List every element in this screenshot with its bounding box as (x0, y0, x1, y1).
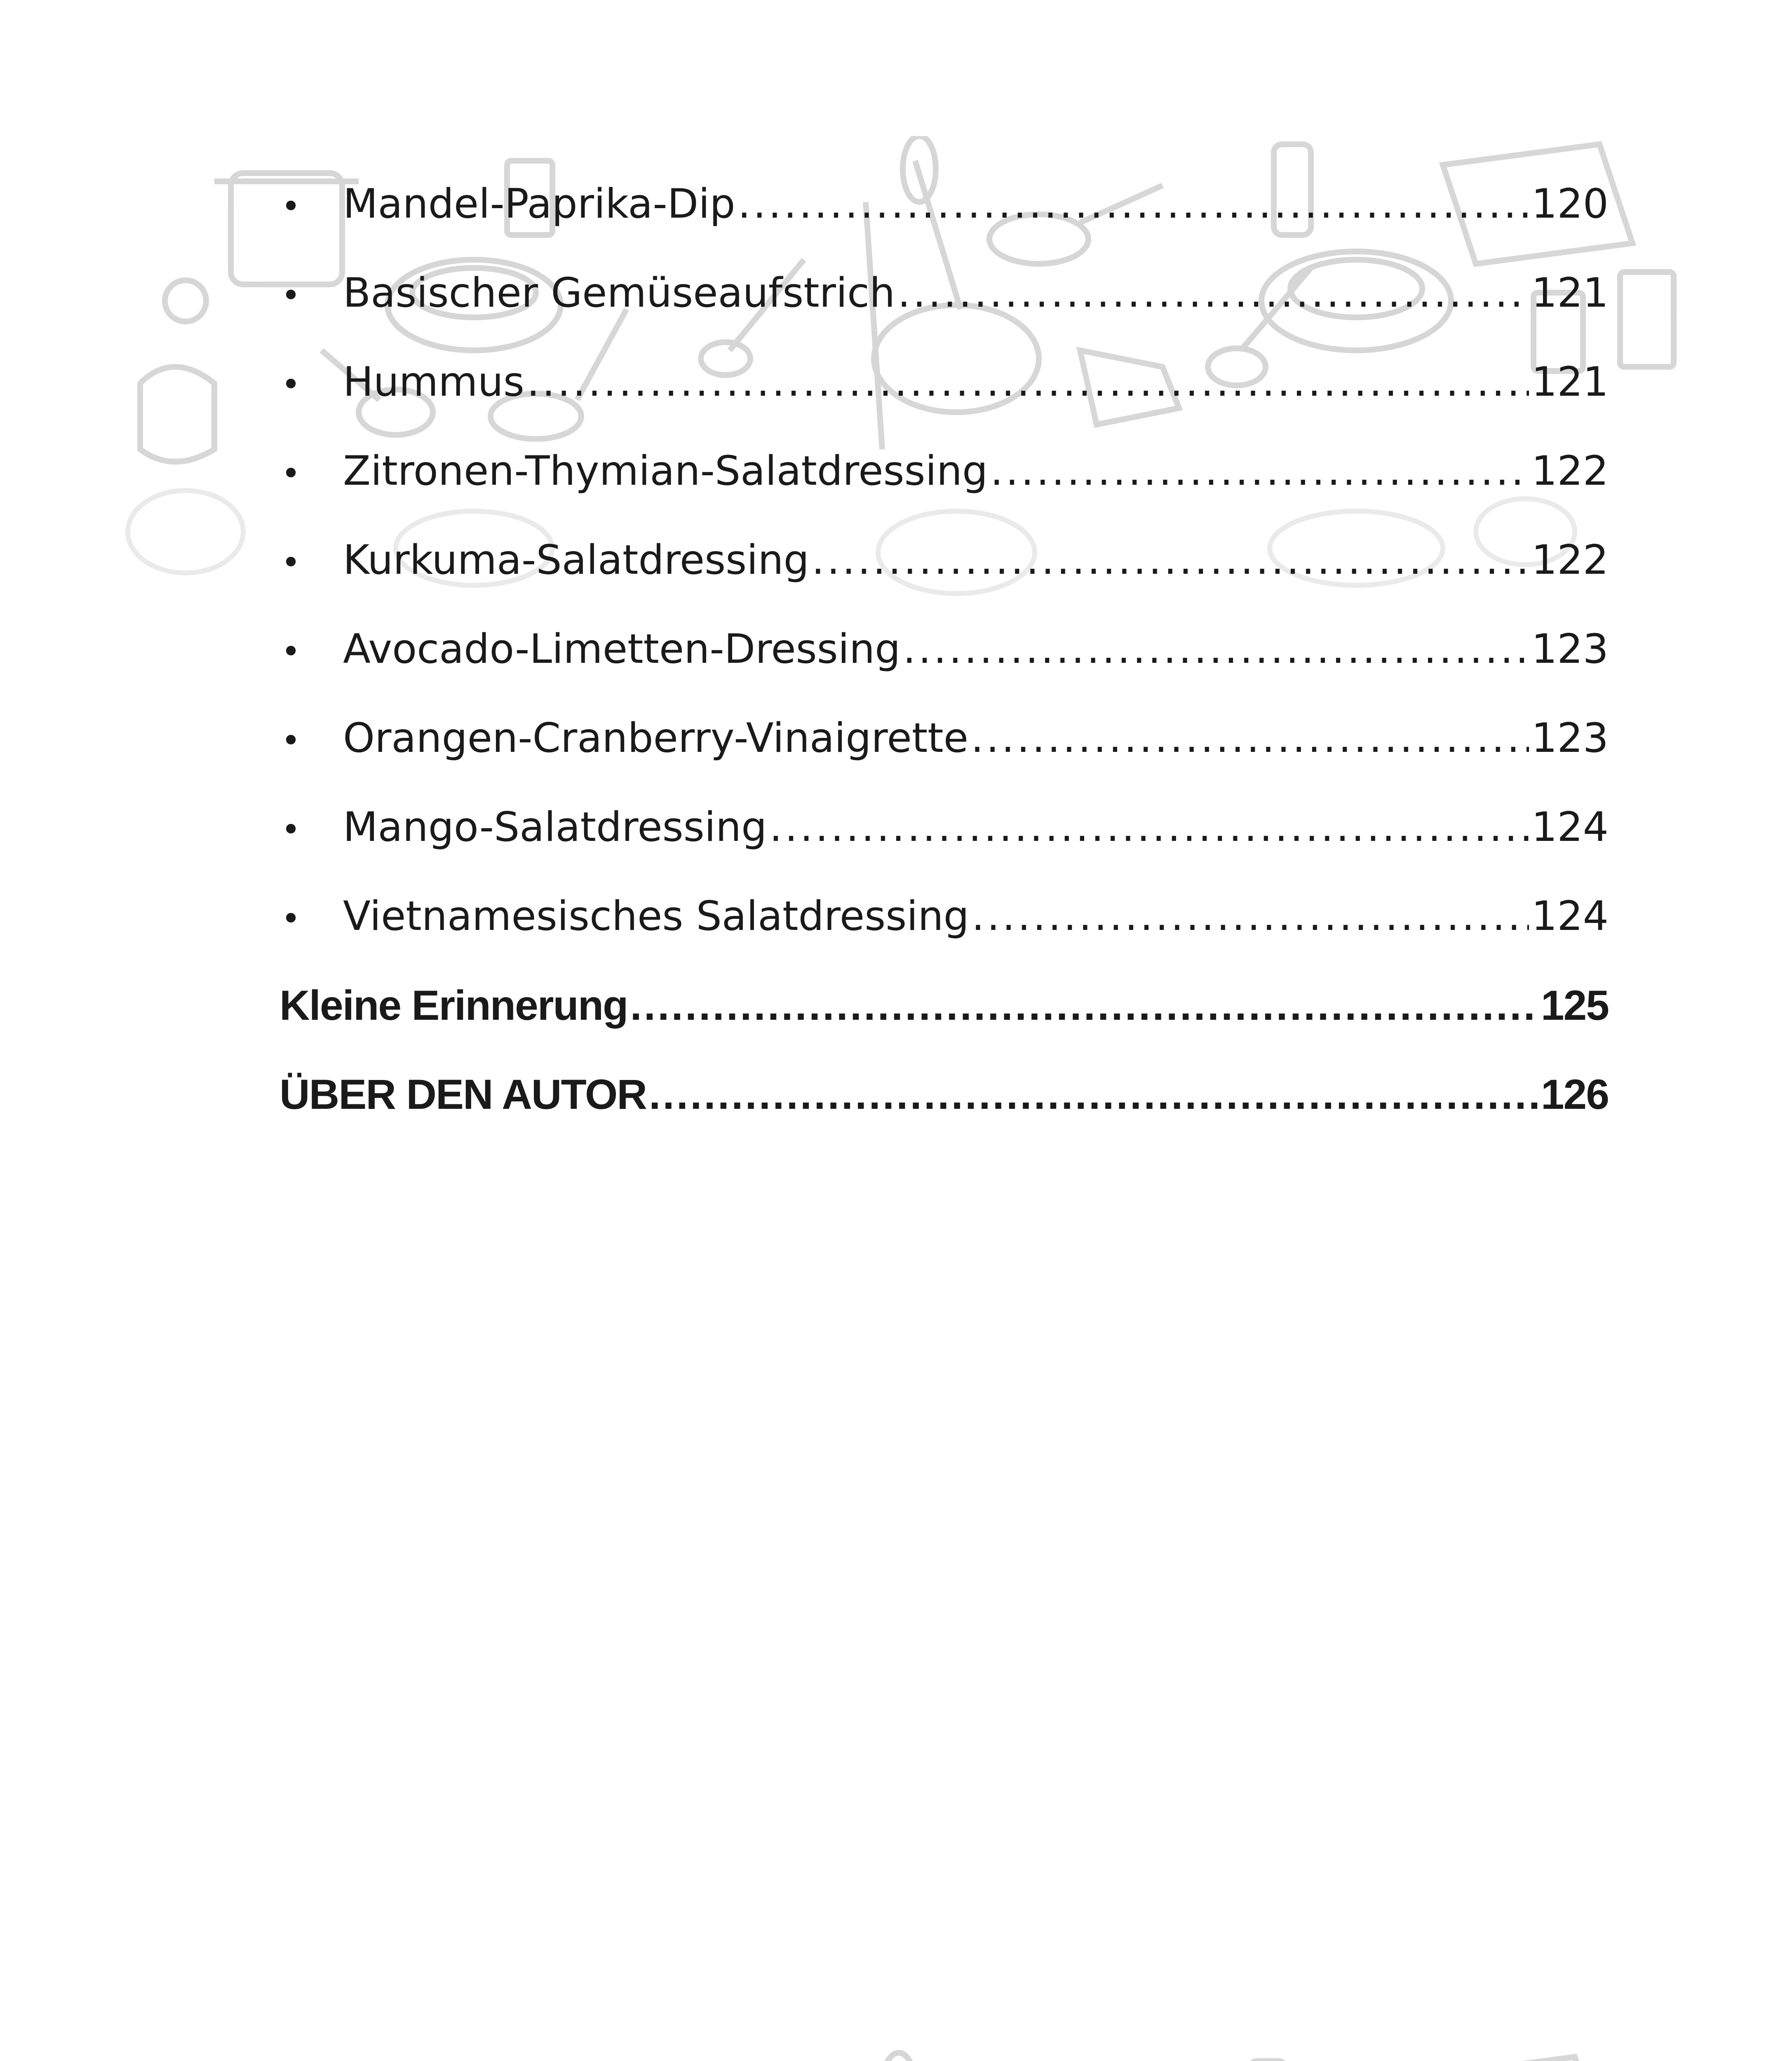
bullet-icon: • (281, 632, 301, 671)
toc-entry-page: 124 (1531, 804, 1609, 851)
bullet-icon: • (281, 454, 301, 493)
toc-entry-page: 123 (1531, 626, 1609, 673)
toc-entry-title: Mandel-Paprika-Dip (343, 181, 735, 228)
toc-entry-title: Vietnamesisches Salatdressing (343, 893, 969, 940)
toc-entry-title: Zitronen-Thymian-Salatdressing (343, 448, 988, 495)
toc-entry-title: Kurkuma-Salatdressing (343, 537, 809, 584)
toc-dot-leader (649, 1063, 1538, 1125)
toc-chapter-entry[interactable] (279, 974, 1609, 1036)
bullet-icon: • (281, 810, 301, 849)
toc-dot-leader (990, 440, 1529, 502)
toc-entry[interactable] (279, 796, 1609, 858)
reflection-pot-icon (128, 491, 243, 573)
baking-tin-icon (1418, 2057, 1608, 2061)
toc-entry[interactable] (279, 885, 1609, 947)
toc-entry-title: Mango-Salatdressing (343, 804, 767, 851)
toc-dot-leader (971, 707, 1529, 769)
toc-chapter-title: ÜBER DEN AUTOR (279, 1071, 647, 1118)
toc-entry[interactable] (279, 351, 1609, 413)
toc-dot-leader (972, 885, 1529, 947)
bullet-icon: • (281, 365, 301, 404)
toc-dot-leader (769, 796, 1529, 858)
toc-chapter-title: Kleine Erinnerung (279, 982, 628, 1029)
lid-icon (165, 280, 206, 322)
toc-dot-leader (527, 351, 1529, 413)
toc-chapter-entry[interactable] (279, 1063, 1609, 1125)
toc-dot-leader (812, 529, 1529, 591)
toc-dot-leader (897, 262, 1529, 324)
bullet-icon: • (281, 276, 301, 315)
bullet-icon: • (281, 721, 301, 760)
toc-entry-title: Basischer Gemüseaufstrich (343, 270, 895, 317)
toc-entry-page: 123 (1531, 715, 1609, 762)
toc-entry-title: Avocado-Limetten-Dressing (343, 626, 901, 673)
toc-entry-page: 121 (1531, 359, 1609, 406)
toc-entry-title: Orangen-Cranberry-Vinaigrette (343, 715, 968, 762)
toc-entry-page: 121 (1531, 270, 1609, 317)
toc-entry[interactable] (279, 173, 1609, 235)
kitchen-utensils-decoration-bottom (0, 2032, 1792, 2061)
toc-entry-page: 122 (1531, 448, 1609, 495)
toc-entry[interactable] (279, 262, 1609, 324)
toc-entry-page: 120 (1531, 181, 1609, 228)
toc-dot-leader (630, 974, 1538, 1036)
toc-dot-leader (903, 618, 1529, 680)
toc-entry[interactable] (279, 440, 1609, 502)
toc-entry[interactable] (279, 618, 1609, 680)
bullet-icon: • (281, 899, 301, 938)
toc-entry-page: 122 (1531, 537, 1609, 584)
utensils-sketch-icon (0, 2032, 1792, 2061)
toc-dot-leader (738, 173, 1529, 235)
toc-entry-page: 124 (1531, 893, 1609, 940)
toc-entry[interactable] (279, 707, 1609, 769)
lidded-pot-icon (140, 367, 214, 462)
bullet-icon: • (281, 543, 301, 582)
bullet-icon: • (281, 187, 301, 225)
toc-entry-title: Hummus (343, 359, 524, 406)
toc-entry[interactable] (279, 529, 1609, 591)
toc-chapter-page: 125 (1541, 982, 1609, 1029)
toc-chapter-page: 126 (1541, 1071, 1609, 1118)
